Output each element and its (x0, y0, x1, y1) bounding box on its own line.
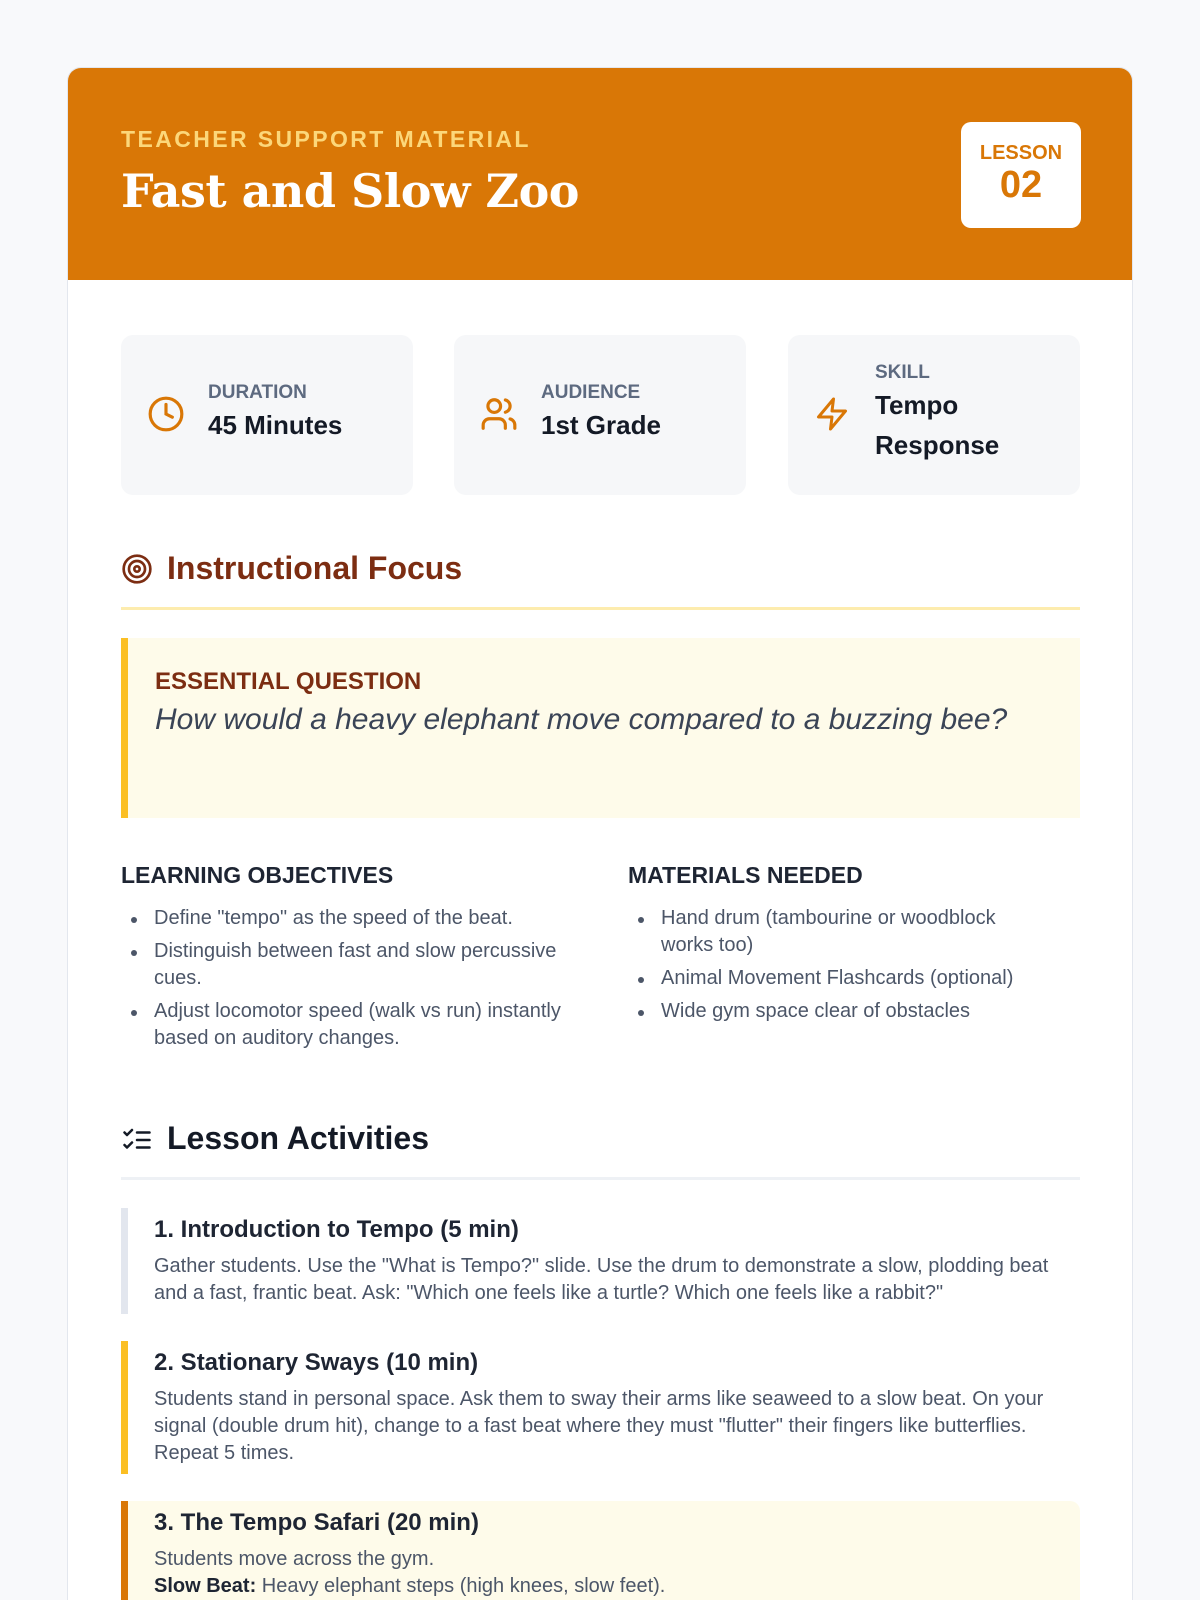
page-title: Fast and Slow Zoo (121, 164, 579, 218)
list-item: Adjust locomotor speed (walk vs run) instantly based on auditory changes. (121, 998, 561, 1052)
users-icon (480, 395, 518, 433)
activity-item (121, 1501, 1080, 1600)
activity-text-line (154, 1573, 1064, 1600)
section-divider (121, 607, 1080, 610)
section-title: Lesson Activities (167, 1120, 430, 1156)
activity-accent-bar (121, 1208, 128, 1314)
lesson-number: 02 (999, 164, 1043, 206)
lesson-card (67, 67, 1133, 1600)
activity-title: 1. Introduction to Tempo (5 min) (154, 1216, 519, 1243)
activity-text (154, 1546, 1064, 1600)
info-label: AUDIENCE (541, 382, 641, 403)
list-item: Hand drum (tambourine or woodblock works too) (628, 905, 1048, 959)
info-duration (121, 335, 413, 495)
info-value: Tempo Response (875, 390, 1000, 460)
header-eyebrow: TEACHER SUPPORT MATERIAL (121, 126, 531, 152)
activity-item (121, 1341, 1080, 1474)
info-value: 1st Grade (541, 410, 661, 440)
activity-accent-bar (121, 1501, 128, 1600)
activity-accent-bar (121, 1341, 128, 1474)
slow-beat-text: Heavy elephant steps (high knees, slow feet). (256, 1575, 666, 1597)
info-label: DURATION (208, 382, 307, 403)
list-item: Wide gym space clear of obstacles (628, 998, 1048, 1025)
essential-question (121, 638, 1080, 818)
objectives-list (121, 905, 561, 1058)
section-divider (121, 1177, 1080, 1180)
activity-text: Gather students. Use the "What is Tempo?" slide. Use the drum to demonstrate a slow, plodding beat and a fast, frantic beat. Ask: "Which one feels like a turtle? Which one feels like a rabbit?" (154, 1255, 1049, 1304)
essential-question-label: ESSENTIAL QUESTION (155, 668, 422, 695)
checklist-icon (121, 1125, 153, 1155)
info-skill (788, 335, 1080, 495)
activity-item (121, 1208, 1080, 1314)
lesson-label: LESSON (979, 142, 1063, 164)
slow-beat-label: Slow Beat: (154, 1575, 257, 1597)
lesson-header (68, 68, 1133, 280)
section-title: Instructional Focus (167, 550, 463, 586)
clock-icon (147, 395, 185, 433)
lesson-badge (961, 122, 1081, 228)
essential-question-text: How would a heavy elephant move compared to a buzzing bee? (155, 703, 1008, 736)
materials-title: MATERIALS NEEDED (628, 862, 863, 888)
info-label: SKILL (875, 362, 930, 383)
activity-title: 2. Stationary Sways (10 min) (154, 1349, 479, 1376)
list-item: Define "tempo" as the speed of the beat. (121, 905, 561, 932)
activity-text: Students stand in personal space. Ask them to sway their arms like seaweed to a slow beat. On your signal (double drum hit), change to a fast beat where they must "flutter" their fingers like butterflies. Repeat 5 times. (154, 1388, 1044, 1464)
lightning-icon (814, 395, 850, 433)
list-item: Distinguish between fast and slow percussive cues. (121, 938, 561, 992)
objectives-title: LEARNING OBJECTIVES (121, 862, 394, 888)
materials-list (628, 905, 1048, 1031)
target-icon (121, 553, 153, 585)
activity-title: 3. The Tempo Safari (20 min) (154, 1509, 479, 1536)
info-value: 45 Minutes (208, 410, 343, 440)
activity-text-line: Students move across the gym. (154, 1548, 435, 1570)
info-audience (454, 335, 746, 495)
list-item: Animal Movement Flashcards (optional) (628, 965, 1048, 992)
